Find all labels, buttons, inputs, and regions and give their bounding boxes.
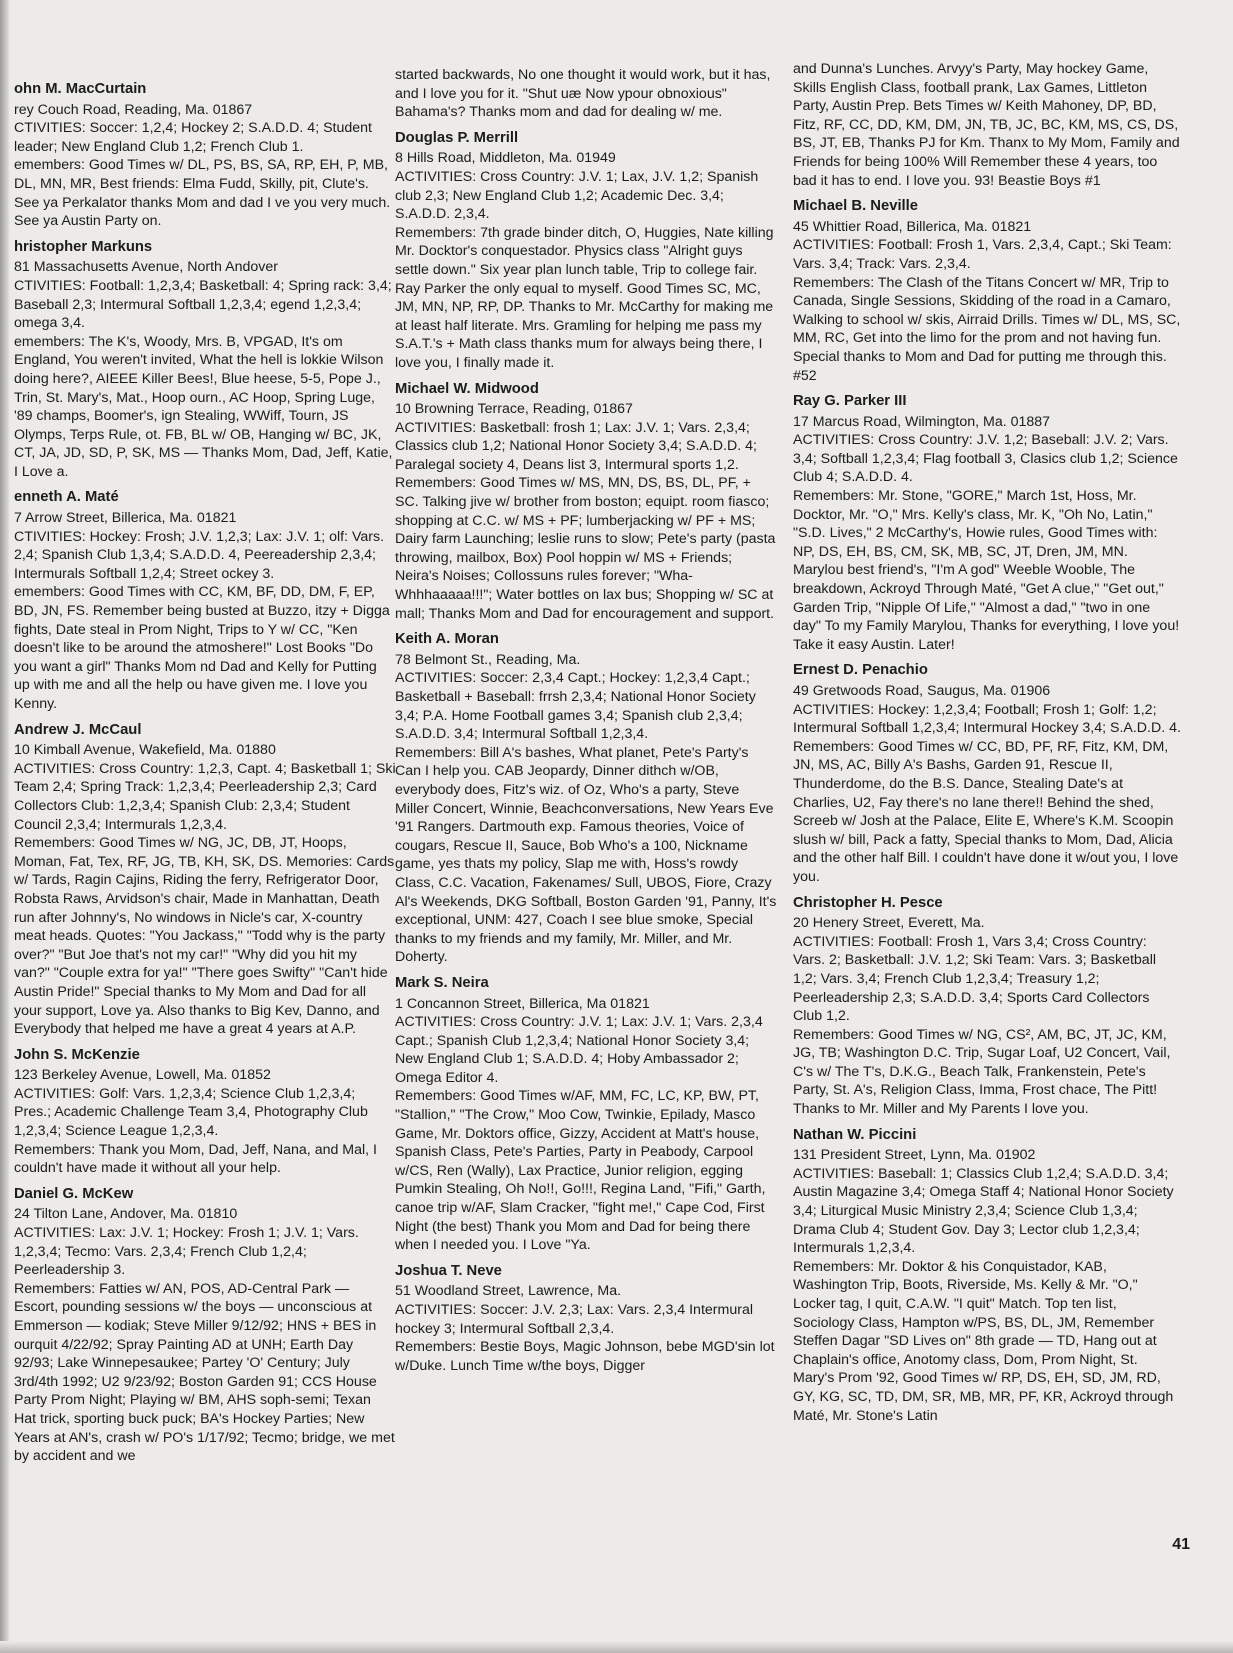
student-name: Keith A. Moran [395, 631, 499, 648]
student-name: Daniel G. McKew [14, 1185, 134, 1202]
senior-entry [395, 974, 777, 1255]
student-remembers: emembers: Good Times w/ DL, PS, BS, SA, RP, EH, P, MB, DL, MN, MR, Best friends: Elma Fudd, Skilly, pit, Clute's. See ya Perkalator thanks Mom and dad I ve you very much. See ya Austin Party on. [14, 157, 391, 230]
senior-entry [793, 661, 1181, 886]
student-remembers: Remembers: Good Times w/ NG, JC, DB, JT, Hoops, Moman, Fat, Tex, RF, JG, TB, KH, SK, DS. Memories: Cards w/ Tards, Ragin Cajins, Riding the ferry, Refrigerator Door, Robsta Raws, Arvidson's chair, Made in Manhattan, Death run after Johnny's, No windows in Nicle's car, X-country meat heads. Quotes: "You Jackass," "Todd why is the party over?" "But Joe that's not my car!" "Why did you hit my van?" "Couple extra for ya!" "There goes Swifty" "Can't hide Austin Pride!" Special thanks to My Mom and Dad for all your support, Love ya. Also thanks to Big Kev, Danno, and Everybody that helped me have a great 4 years at A.P. [14, 835, 395, 1038]
student-remembers: Remembers: Mr. Stone, "GORE," March 1st, Hoss, Mr. Docktor, Mr. "O," Mrs. Kelly's class, Mr. K, "Oh No, Latin," "S.D. Lives," 2 McCarthy's, Howie rules, Good Times with: NP, DS, EH, BS, CM, SK, MB, SC, JT, Dren, JM, MN. Marylou best friend's, "I'm A god" Weeble Wooble, The breakdown, Ackroyd Through Maté, "Get A clue," "Get out," Garden Trip, "Nipple Of Life," "Almost a dad," "two in one day" To my Family Marylou, Thanks for everything, I love you! Take it easy Austin. Later! [793, 488, 1180, 653]
student-name: Michael B. Neville [793, 198, 919, 215]
senior-entry [793, 197, 1181, 385]
student-name: Douglas P. Merrill [395, 129, 519, 146]
student-address: 51 Woodland Street, Lawrence, Ma. [395, 1283, 622, 1300]
student-activities: ACTIVITIES: Football: Frosh 1, Vars 3,4; Cross Country: Vars. 2; Basketball: J.V. 1,2; Ski Team: Vars. 3; Basketball 1,2; Vars. 3,4; French Club 1,2,3,4; Treasury 1,2; Peerleadership 2,3; S.A.D.D. 3,4; Sports Card Collectors Club 1,2. [793, 933, 1157, 1025]
senior-entry [14, 1185, 396, 1466]
student-remembers: Remembers: Mr. Doktor & his Conquistador, KAB, Washington Trip, Boots, Riverside, Ms. Kelly & Mr. "O," Locker tag, I quit, C.A.W. "I quit" Match. Top ten list, Sociology Class, Hampton w/PS, BS, DL, JM, Remember Steffen Dagar "SD Lives on" 8th grade — TD, Hang out at Chaplain's office, Anotomy class, Dom, Prom Night, St. Mary's Prom '92, Good Times w/ RP, DS, EH, SD, JM, RD, GY, KG, SC, TD, DM, SR, MB, MR, PF, KR, Ackroyd through Maté, Mr. Stone's Latin [793, 1258, 1174, 1424]
student-address: 7 Arrow Street, Billerica, Ma. 01821 [14, 510, 237, 527]
student-remembers: Remembers: Bestie Boys, Magic Johnson, bebe MGD'sin lot w/Duke. Lunch Time w/the boys, Digger [395, 1339, 775, 1374]
page-bottom-edge [0, 1641, 1233, 1653]
student-activities: ACTIVITIES: Soccer: 2,3,4 Capt.; Hockey: 1,2,3,4 Capt.; Basketball + Baseball: frrsh 2,3,4; National Honor Society 3,4; P.A. Home Football games 3,4; Spanish club 2,3,4; S.A.D.D. 3,4; Intermural Softball 1,2,3,4. [395, 670, 756, 743]
senior-entry [14, 721, 396, 1039]
student-remembers: Remembers: Good Times w/ CC, BD, PF, RF, Fitz, KM, DM, JN, MS, AC, Billy A's Bashs, Garden 91, Rescue II, Thunderdome, do the B.S. Dance, Stealing Date's at Charlies, U2, Fay there's no lane there!! Behind the shed, Screeb w/ Josh at the Palace, Elite E, Where's K.M. Scoopin slush w/ bill, Pack a fatty, Special thanks to Mom, Dad, Alicia and the other half Bill. I couldn't have done it w/out you, I love you. [793, 738, 1179, 885]
senior-entry [793, 1126, 1181, 1426]
column-3 [793, 60, 1181, 1432]
column-1 [14, 80, 396, 1473]
student-address: 17 Marcus Road, Wilmington, Ma. 01887 [793, 413, 1051, 430]
senior-entry [14, 238, 396, 482]
student-remembers: Remembers: Good Times w/AF, MM, FC, LC, KP, BW, PT, "Stallion," "The Crow," Moo Cow, Twinkie, Epilady, Masco Game, Mr. Doktors office, Gizzy, Accident at Matt's house, Spanish Class, Pete's Parties, Party in Peabody, Carpool w/CS, Ren (Wally), Lax Practice, Junior religion, egging Pumkin Stealing, Oh No!!, Go!!!, Regina Land, "Fifi," Garth, canoe trip w/AF, Slam Cracker, "fight me!," Cape Cod, First Night (the best) Thank you Mom and Dad for being there when I needed you. I Love "Ya. [395, 1088, 766, 1254]
student-name: Andrew J. McCaul [14, 721, 142, 738]
student-activities: ACTIVITIES: Cross Country: 1,2,3, Capt. 4; Basketball 1; Ski Team 2,4; Spring Track: 1,2,3,4; Peerleadership 2,3; Card Collectors Club: 1,2,3,4; Spanish Club: 2,3,4; Student Council 2,3,4; Intermurals 1,2,3,4. [14, 760, 396, 833]
student-name: John S. McKenzie [14, 1046, 140, 1063]
student-address: 24 Tilton Lane, Andover, Ma. 01810 [14, 1206, 238, 1223]
student-name: Mark S. Neira [395, 974, 489, 991]
student-remembers: Remembers: The Clash of the Titans Concert w/ MR, Trip to Canada, Single Sessions, Skidding of the road in a Camaro, Walking to school w/ skis, Airraid Drills. Times w/ DL, MS, SC, MM, RC, Get into the limo for the prom and not having fun. Special thanks to Mom and Dad for putting me through this. #52 [793, 274, 1181, 384]
student-remembers: emembers: The K's, Woody, Mrs. B, VPGAD, It's om England, You weren't invited, What the hell is lokkie Wilson doing here?, AIEEE Killer Bees!, Blue heese, 5-5, Pope J., Trin, St. Mary's, Mat., Hoop ourn., AC Hoop, Spring Luge, '89 champs, Boomer's, ign Stealing, WWiff, Tourn, JS Olymps, Terps Rule, ot. FB, BL w/ OB, Hanging w/ BC, JK, CT, JA, JD, SD, P, SK, MS — Thanks Mom, Dad, Jeff, Katie, I Love a. [14, 333, 393, 480]
continued-text: started backwards, No one thought it would work, but it has, and I love you for it. "Shut uæ Now ypour obnoxious" Bahama's? Thanks mom and dad for dealing w/ me. [395, 67, 771, 121]
senior-entry [793, 60, 1181, 190]
student-activities: ACTIVITIES: Baseball: 1; Classics Club 1,2,4; S.A.D.D. 3,4; Austin Magazine 3,4; Omega Staff 4; National Honor Society 3,4; Liturgical Music Ministry 2,3,4; Science Club 1,3,4; Drama Club 4; Student Gov. Day 3; Lector club 1,2,3,4; Intermurals 1,2,3,4. [793, 1165, 1174, 1257]
senior-entry [395, 129, 777, 373]
page-number: 41 [1172, 1536, 1190, 1553]
student-remembers: Remembers: Good Times w/ MS, MN, DS, BS, DL, PF, + SC. Talking jive w/ brother from boston; equipt. room fiasco; shopping at C.C. w/ MS + PF; lumberjacking w/ PF + MS; Dairy farm Launching; leslie runs to slow; Pete's party (pasta throwing, mailbox, Box) Pool hoppin w/ MS + Friends; Neira's Noises; Collossuns rules forever; "Wha-Whhhaaaaa!!!"; Water bottles on lax bus; Shopping w/ SC at mall; Thanks Mom and Dad for encouragement and support. [395, 475, 776, 622]
student-name: Nathan W. Piccini [793, 1126, 917, 1143]
student-activities: ACTIVITIES: Football: Frosh 1, Vars. 2,3,4, Capt.; Ski Team: Vars. 3,4; Track: Vars. 2,3,4. [793, 237, 1172, 272]
student-address: 123 Berkeley Avenue, Lowell, Ma. 01852 [14, 1067, 271, 1084]
column-2 [395, 66, 777, 1382]
continued-text: and Dunna's Lunches. Arvyy's Party, May hockey Game, Skills English Class, football prank, Lax Games, Littleton Party, Austin Prep. Bets Times w/ Keith Mahoney, DP, BD, Fitz, RF, CC, DD, KM, DM, JN, TB, JC, BC, KM, MS, CS, DS, BS, JT, EB, Thanks PJ for Km. Thanx to My Mom, Family and Friends for being 100% Will Remember these 4 years, too bad it has to end. I love you. 93! Beastie Boys #1 [793, 61, 1180, 189]
senior-entry [395, 66, 777, 122]
student-name: Joshua T. Neve [395, 1262, 502, 1279]
student-name: ohn M. MacCurtain [14, 81, 147, 97]
student-address: 20 Henery Street, Everett, Ma. [793, 915, 985, 932]
student-activities: ACTIVITIES: Lax: J.V. 1; Hockey: Frosh 1; J.V. 1; Vars. 1,2,3,4; Tecmo: Vars. 2,3,4; French Club 1,2,4; Peerleadership 3. [14, 1225, 359, 1279]
student-activities: ACTIVITIES: Cross Country: J.V. 1; Lax, J.V. 1,2; Spanish club 2,3; New England Club 1,2; Academic Dec. 3,4; S.A.D.D. 2,3,4. [395, 168, 759, 223]
senior-entry [14, 488, 396, 713]
binding-edge [0, 0, 10, 1653]
student-activities: CTIVITIES: Hockey: Frosh; J.V. 1,2,3; Lax: J.V. 1; olf: Vars. 2,4; Spanish Club 1,3,4; S.A.D.D. 4, Peereadership 2,3,4; Intermurals Softball 1,2,4; Street ockey 3. [14, 528, 385, 582]
student-activities: ACTIVITIES: Hockey: 1,2,3,4; Football; Frosh 1; Golf: 1,2; Intermural Softball 1,2,3,4; Intermural Hockey 3,4; S.A.D.D. 4. [793, 701, 1181, 737]
student-activities: ACTIVITIES: Cross Country: J.V. 1,2; Baseball: J.V. 2; Vars. 3,4; Softball 1,2,3,4; Flag football 3, Clasics club 1,2; Science Club 4; S.A.D.D. 4. [793, 432, 1178, 486]
senior-entry [793, 894, 1181, 1119]
student-name: Ray G. Parker III [793, 393, 907, 410]
student-address: 45 Whittier Road, Billerica, Ma. 01821 [793, 218, 1032, 235]
student-activities: ACTIVITIES: Soccer: J.V. 2,3; Lax: Vars. 2,3,4 Intermural hockey 3; Intermural Softball 2,3,4. [395, 1302, 753, 1337]
student-address: 8 Hills Road, Middleton, Ma. 01949 [395, 150, 616, 167]
student-name: hristopher Markuns [14, 238, 153, 255]
student-remembers: Remembers: Thank you Mom, Dad, Jeff, Nana, and Mal, I couldn't have made it without all your help. [14, 1141, 377, 1177]
student-name: Michael W. Midwood [395, 380, 539, 397]
student-remembers: Remembers: 7th grade binder ditch, O, Huggies, Nate killing Mr. Docktor's conquestador. Physics class "Alright guys settle down." Six year plan lunch table, Trip to college fair. Ray Parker the only equal to myself. Good Times SC, MC, JM, MN, NP, RP, DP. Thanks to Mr. McCarthy for making me at least half literate. Mrs. Gramling for helping me pass my S.A.T.'s + Math class thanks mum for always being there, I love you, I finally made it. [395, 224, 774, 371]
senior-entry [395, 380, 777, 624]
student-address: 49 Gretwoods Road, Saugus, Ma. 01906 [793, 683, 1051, 699]
student-name: Christopher H. Pesce [793, 894, 943, 911]
senior-entry [395, 630, 777, 967]
student-address: rey Couch Road, Reading, Ma. 01867 [14, 101, 253, 118]
student-address: 78 Belmont St., Reading, Ma. [395, 651, 581, 668]
student-address: 10 Browning Terrace, Reading, 01867 [395, 401, 633, 418]
senior-entry [14, 1046, 396, 1178]
student-remembers: Remembers: Good Times w/ NG, CS², AM, BC, JT, JC, KM, JG, TB; Washington D.C. Trip, Sugar Loaf, U2 Concert, Vail, C's w/ The T's, D.K.G., Beach Talk, Frankenstein, Pete's Party, St. A's, Religion Class, Imma, Frost chace, The Pitt! Thanks to Mr. Miller and My Parents I love you. [793, 1026, 1171, 1118]
student-activities: ACTIVITIES: Cross Country: J.V. 1; Lax: J.V. 1; Vars. 2,3,4 Capt.; Spanish Club 1,2,3,4; National Honor Society 3,4; New England Club 1; S.A.D.D. 4; Hoby Ambassador 2; Omega Editor 4. [395, 1014, 763, 1086]
student-activities: CTIVITIES: Soccer: 1,2,4; Hockey 2; S.A.D.D. 4; Student leader; New England Club 1,2; French Club 1. [14, 120, 372, 155]
student-remembers: emembers: Good Times with CC, KM, BF, DD, DM, F, EP, BD, JN, FS. Remember being busted at Buzzo, itzy + Digga fights, Date steal in Prom Night, Trips to Y w/ CC, "Ken doesn't like to be around the atmoshere!" Lost Books "Do you want a girl" Thanks Mom nd Dad and Kelly for Putting up with me and all the help ou have given me. I love you Kenny. [14, 584, 390, 712]
student-address: 131 President Street, Lynn, Ma. 01902 [793, 1147, 1036, 1164]
student-name: enneth A. Maté [14, 489, 119, 506]
student-address: 10 Kimball Avenue, Wakefield, Ma. 01880 [14, 742, 276, 759]
student-address: 1 Concannon Street, Billerica, Ma 01821 [395, 995, 650, 1012]
student-address: 81 Massachusetts Avenue, North Andover [14, 259, 278, 276]
student-activities: CTIVITIES: Football: 1,2,3,4; Basketball: 4; Spring rack: 3,4; Baseball 2,3; Intermural Softball 1,2,3,4; egend 1,2,3,4; omega 3,4. [14, 277, 392, 332]
senior-entry [395, 1262, 777, 1376]
student-remembers: Remembers: Fatties w/ AN, POS, AD-Central Park — Escort, pounding sessions w/ the boys — unconscious at Emmerson — kodiak; Steve Miller 9/12/92; HNS + BES in ourquit 4/22/92; Spray Painting AD at UNH; Earth Day 92/93; Lake Winnepesaukee; Partey 'O' Century; July 3rd/4th 1992; U2 9/23/92; Boston Garden 91; CCS House Party Prom Night; Playing w/ BM, AHS soph-semi; Texan Hat trick, sporting buck puck; BA's Hockey Parties; New Years at AN's, crash w/ PO's 1/17/92; Tecmo; bridge, we met by accident and we [14, 1280, 395, 1465]
student-activities: ACTIVITIES: Basketball: frosh 1; Lax: J.V. 1; Vars. 2,3,4; Classics club 1,2; National Honor Society 3,4; S.A.D.D. 4; Paralegal society 4, Deans list 3, Intermural sports 1,2. [395, 419, 757, 473]
student-name: Ernest D. Penachio [793, 662, 928, 679]
student-remembers: Remembers: Bill A's bashes, What planet, Pete's Party's Can I help you. CAB Jeopardy, Dinner dithch w/OB, everybody does, Fitz's wiz. of Oz, Who's a party, Steve Miller Concert, Winnie, Beachconversations, New Years Eve '91 Rangers. Dartmouth exp. Famous theories, Voice of cougars, Rescue II, Sauce, Bob Who's a 100, Nickname game, yes thats my policy, Slap me with, Hoss's rowdy Class, C.C. Vacation, Fakenames/ Sull, UBOS, Fiore, Crazy Al's Weekends, DKG Softball, Boston Garden '91, Panny, It's exceptional, UNM: 427, Coach I see blue smoke, Special thanks to my friends and my family, Mr. Miller, and Mr. Doherty. [395, 744, 777, 966]
senior-entry [793, 392, 1181, 654]
student-activities: ACTIVITIES: Golf: Vars. 1,2,3,4; Science Club 1,2,3,4; Pres.; Academic Challenge Team 3,4, Photography Club 1,2,3,4; Science League 1,2,3,4. [14, 1085, 368, 1140]
senior-entry [14, 80, 396, 231]
